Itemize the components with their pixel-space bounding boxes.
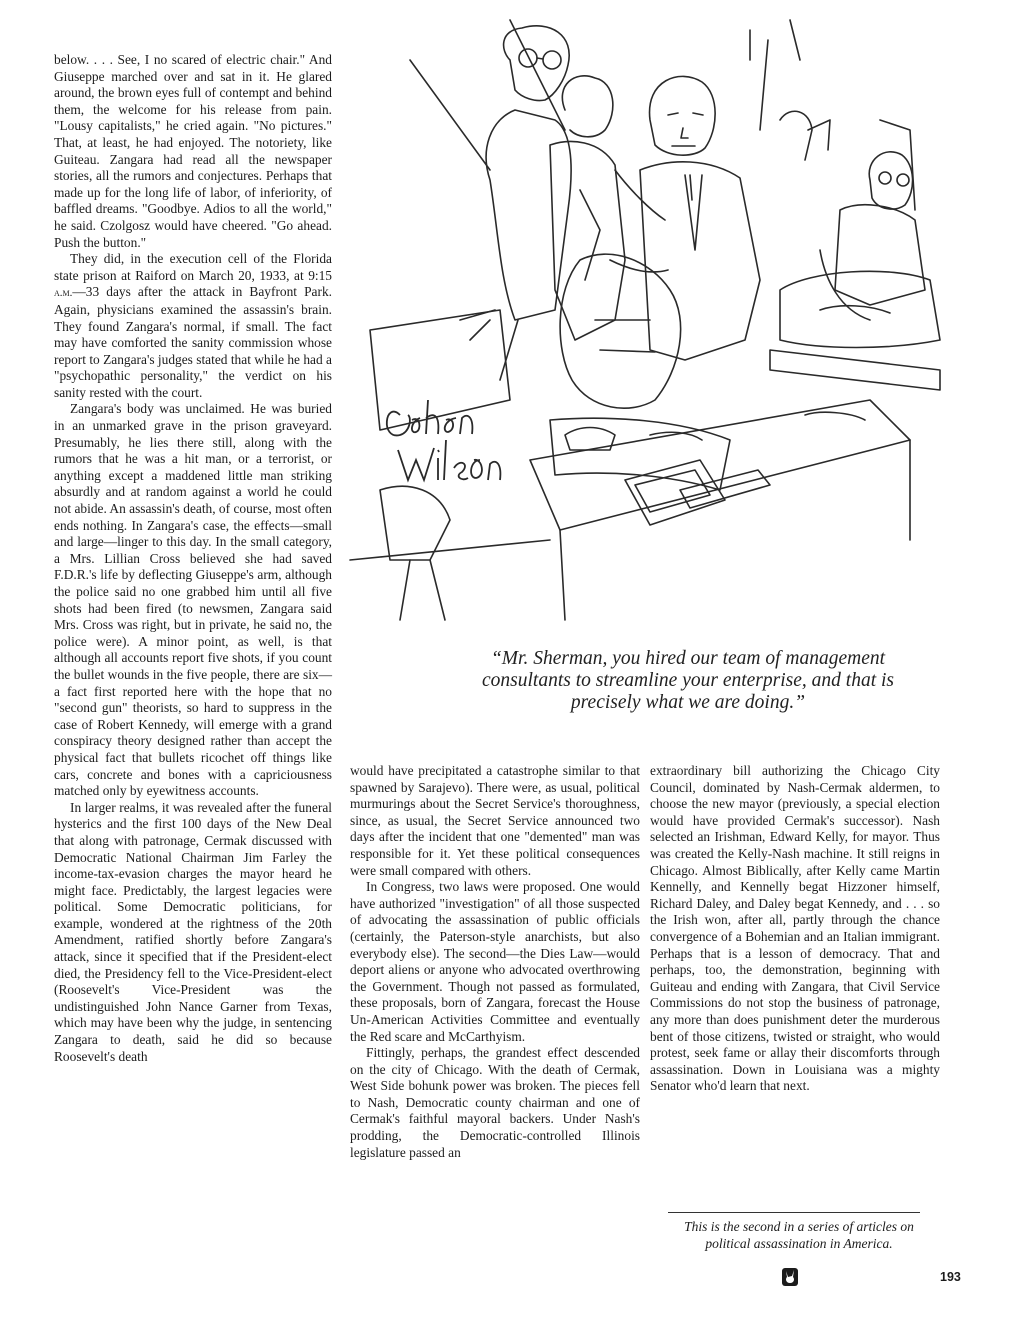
article-paragraph (54, 251, 332, 401)
cartoon-signature: Gahan Wilson (350, 7, 442, 24)
cartoon-caption: “Mr. Sherman, you hired our team of management consultants to streamline your enterprise, and that is precisely what we are doing.” (481, 648, 894, 713)
article-paragraph: In Congress, two laws were proposed. One would have authorized "investigation" of all those suspected of advocating the assassination of public officials (certainly, the Paterson-style anarchists, but also everybody else). The second—the Dies Law—would deport aliens or anyone who advocated overthrowing the Government. Though not passed as formulated, these proposals, born of Zangara, forecast the House Un-American Activities Committee and eventually the Red scare and McCarthyism. (350, 879, 640, 1044)
page-number: 193 (940, 1270, 961, 1284)
series-note: This is the second in a series of articles on political assassination in America. (684, 1219, 914, 1251)
paragraph-text: —33 days after the attack in Bayfront Park. Again, physicians examined the assassin's brain. They found Zangara's normal, if small. The fact may have comforted the sanity commission whose report to Zangara's judges stated that while he had a "psychopathic personality," the verdict on his sanity rested with the court. (54, 284, 332, 400)
article-paragraph: would have precipitated a catastrophe similar to that spawned by Sarajevo). There were, as usual, political murmurings about the Secret Service's thoroughness, since, as usual, the Secret Service announced two days after the incident that one "demented" man was responsible for it. Yet these political consequences were small compared with others. (350, 763, 640, 878)
article-paragraph: extraordinary bill authorizing the Chicago City Council, dominated by Nash-Cermak aldermen, to choose the new mayor (previously, a special election would have provided Cermak's successor). Nash selected an Irishman, Edward Kelly, for mayor. Thus was created the Kelly-Nash machine. It still reigns in Chicago. Almost Biblically, after Kelly came Martin Kennelly, and Kennelly begat Hizzoner himself, Richard Daley, and Daley begat Kennedy, and . . . so the Irish won, after all, partly through the chance convergence of a Bohemian and an Italian immigrant. Perhaps that is a lesson of democracy. That and perhaps, too, the demonstration, beginning with Guiteau and ending with Zangara, that Civil Service Commissions do not stop the business of patronage, any more than does punishment deter the murderous bent of those citizens, twisted or straight, who would protest, seek fame or allay their discomforts through assassination. Down in Louisiana was a mighty Senator who'd learn that next. (650, 763, 940, 1094)
rabbit-head-icon (782, 1268, 798, 1286)
article-paragraph: Fittingly, perhaps, the grandest effect descended on the city of Chicago. With the death of Cermak, West Side bohunk power was broken. The pieces fell to Nash, Democratic county chairman and one of Cermak's faithful mayoral backers. Under Nash's prodding, the Democratic-controlled Illinois legislature passed an (350, 1045, 640, 1160)
article-column-1 (54, 52, 332, 1065)
article-paragraph: Zangara's body was unclaimed. He was buried in an unmarked grave in the prison graveyard. Presumably, he lies there still, along with the rumors that he was a hit man, or a terrorist, or anything except a maddened little man striking absurdly and at random against a world he could not abide. An assassin's death, of course, most often ends nothing. In Zangara's case, the effects—small and large—linger to this day. In the small category, a Mrs. Lillian Cross believed she had saved F.D.R.'s life by deflecting Giuseppe's arm, although the police said no one grabbed him until all five shots had been fired (to newsmen, Zangara said Mrs. Cross was right, but in private, he said no, the police were). A minor point, as well, is that although all accounts report five shots, if you count the bullet wounds in the five people, there are six—a fact first reported here with the hope that no "second gun" theorists, so hard to suppress in the case of Robert Kennedy, will emerge with a grand conspiracy theory designed rather than accept the physical fact that bullets ricochet off things like cars, concrete and bones with a capriciousness matched only by eyewitness accounts. (54, 401, 332, 799)
article-column-2 (350, 763, 640, 1161)
cartoon-illustration (350, 7, 950, 640)
paragraph-text: They did, in the execution cell of the Florida state prison at Raiford on March 20, 1933, at 9:15 (54, 251, 332, 283)
time-abbrev: a.m. (54, 287, 73, 300)
article-paragraph: below. . . . See, I no scared of electric chair." And Giuseppe marched over and sat in it. He glared around, the brown eyes full of contempt and behind them, the welcome for his release from pain. "Lousy capitalists," he cried again. "No pictures." That, at least, he had enjoyed. The notoriety, like Guiteau. Zangara had read all the newspaper stories, all the rumors and conjectures. Perhaps that made up for the long life of labor, of inferiority, of baffled dreams. "Goodbye. Adios to all the world," he said. Czolgosz would have cheered. "Go ahead. Push the button." (54, 52, 332, 250)
article-column-3 (650, 763, 940, 1095)
divider (668, 1212, 920, 1213)
article-paragraph: In larger realms, it was revealed after the funeral hysterics and the first 100 days of the New Deal that along with patronage, Cermak discussed with Democratic National Chairman Jim Farley the income-tax-evasion charges the mayor heard he might face. Predictably, the largest legacies were political. Some Democratic politicians, for example, wondered at the rightness of the 20th Amendment, ratified shortly before Zangara's attack, since it specified that if the President-elect died, the Presidency fell to the Vice-President-elect (Roosevelt's Vice-President was the undistinguished John Nance Garner from Texas, which may have been why the judge, in sentencing Zangara to death, said he did so because Roosevelt's death (54, 799, 332, 1064)
